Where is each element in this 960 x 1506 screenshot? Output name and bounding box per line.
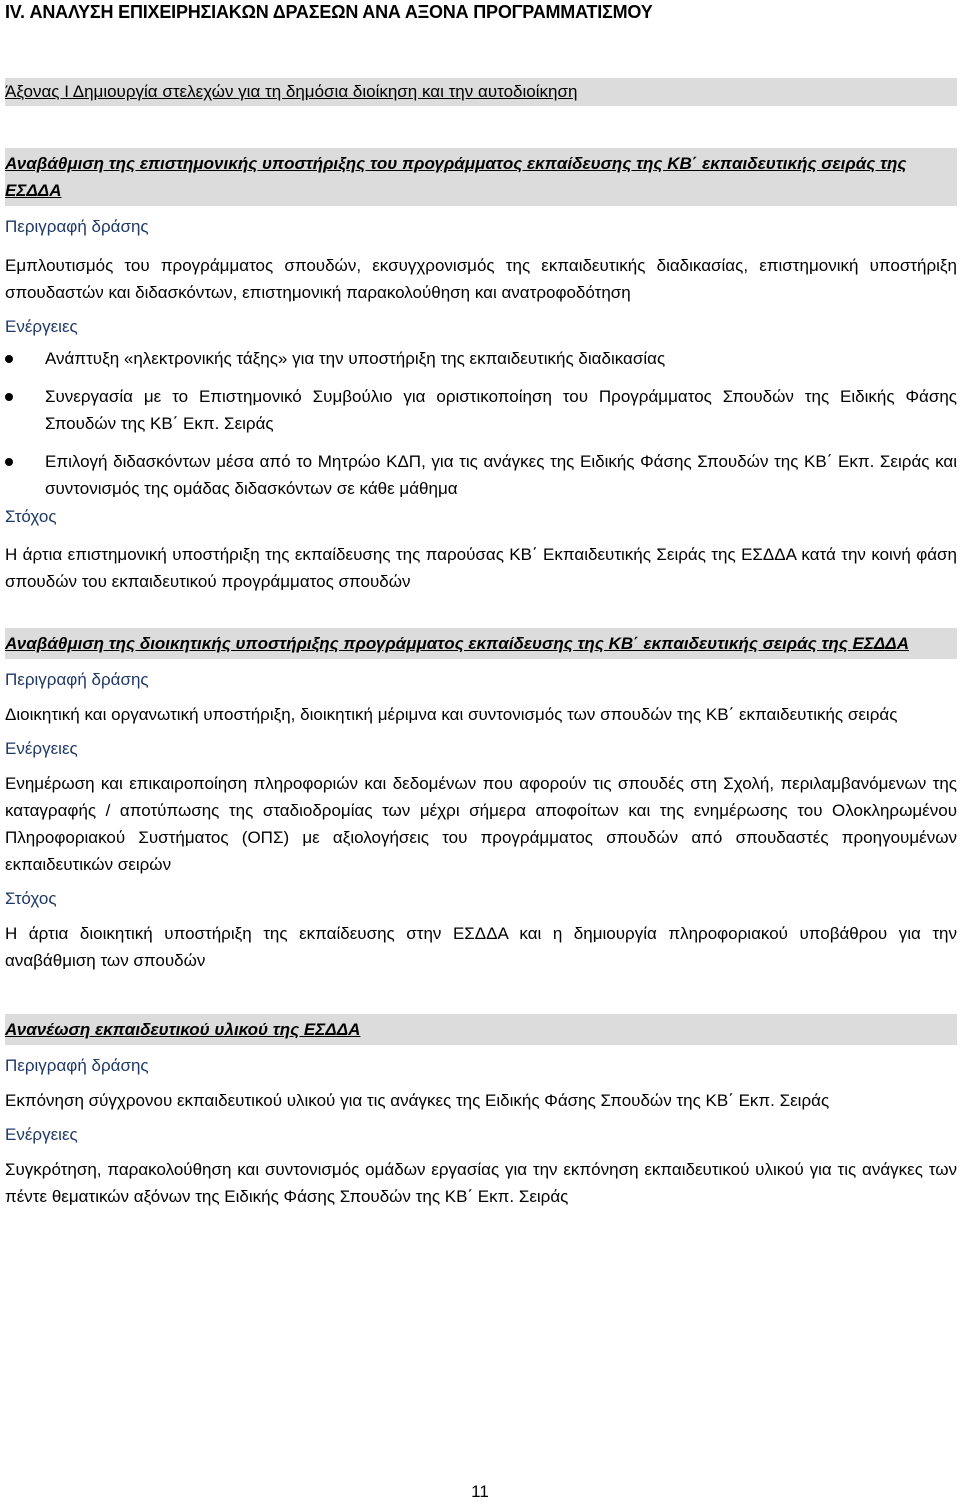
bullet-icon: [5, 355, 13, 363]
axis-heading: [5, 78, 957, 106]
actions-list: [5, 345, 957, 502]
list-item: Ανάπτυξη «ηλεκτρονικής τάξης» για την υποστήριξη της εκπαιδευτικής διαδικασίας: [5, 345, 957, 372]
bullet-icon: [5, 458, 13, 466]
actions-label: Ενέργειες: [5, 1125, 78, 1144]
actions-text: Ενημέρωση και επικαιροποίηση πληροφοριών και δεδομένων που αφορούν τις σπουδές στη Σχολή, περιλαμβανόμενων της καταγραφής / αποτύπωσης της σταδιοδρομίας των μέχρι σήμερα αποφοίτων και της ενημέρωσης του Ολοκληρωμένου Πληροφοριακού Συστήματος (ΟΠΣ) με αξιολογήσεις του προγράμματος σπουδών από σπουδαστές προηγουμένων εκπαιδευτικών σειρών: [5, 774, 957, 874]
axis-title: Άξονας Ι Δημιουργία στελεχών για τη δημόσια διοίκηση και την αυτοδιοίκηση: [5, 82, 578, 101]
description-text: Διοικητική και οργανωτική υποστήριξη, διοικητική μέριμνα και συντονισμός των σπουδών της ΚΒ΄ εκπαιδευτικής σειράς: [5, 705, 898, 724]
description-label: Περιγραφή δράσης: [5, 217, 149, 236]
goal-text: Η άρτια διοικητική υποστήριξη της εκπαίδευσης στην ΕΣΔΔΑ και η δημιουργία πληροφοριακού υποβάθρου για την αναβάθμιση των σπουδών: [5, 924, 957, 970]
section-title: Αναβάθμιση της επιστημονικής υποστήριξης του προγράμματος εκπαίδευσης της ΚΒ΄ εκπαιδευτικής σειράς της ΕΣΔΔΑ: [5, 148, 957, 206]
section-title: Αναβάθμιση της διοικητικής υποστήριξης προγράμματος εκπαίδευσης της ΚΒ΄ εκπαιδευτικής σειράς της ΕΣΔΔΑ: [5, 628, 957, 659]
list-item: Συνεργασία με το Επιστημονικό Συμβούλιο για οριστικοποίηση του Προγράμματος Σπουδών της Ειδικής Φάσης Σπουδών της ΚΒ΄ Εκπ. Σειράς: [5, 383, 957, 437]
list-item: Επιλογή διδασκόντων μέσα από το Μητρώο ΚΔΠ, για τις ανάγκες της Ειδικής Φάσης Σπουδών της ΚΒ΄ Εκπ. Σειράς και συντονισμός της ομάδας διδασκόντων σε κάθε μάθημα: [5, 448, 957, 502]
bullet-icon: [5, 393, 13, 401]
actions-text: Συγκρότηση, παρακολούθηση και συντονισμός ομάδων εργασίας για την εκπόνηση εκπαιδευτικού υλικού για τις ανάγκες των πέντε θεματικών αξόνων της Ειδικής Φάσης Σπουδών της ΚΒ΄ Εκπ. Σειράς: [5, 1160, 957, 1206]
description-label: Περιγραφή δράσης: [5, 670, 149, 689]
document-page: [5, 0, 957, 1210]
description-text: Εκπόνηση σύγχρονου εκπαιδευτικού υλικού για τις ανάγκες της Ειδικής Φάσης Σπουδών της ΚΒ΄ Εκπ. Σειράς: [5, 1091, 830, 1110]
goal-text: Η άρτια επιστημονική υποστήριξη της εκπαίδευσης της παρούσας ΚΒ΄ Εκπαιδευτικής Σειράς της ΕΣΔΔΑ κατά την κοινή φάση σπουδών του εκπαιδευτικού προγράμματος σπουδών: [5, 545, 957, 591]
goal-label: Στόχος: [5, 889, 57, 908]
description-text: Εμπλουτισμός του προγράμματος σπουδών, εκσυγχρονισμός της εκπαιδευτικής διαδικασίας, επιστημονική υποστήριξη σπουδαστών και διδασκόντων, επιστημονική παρακολούθηση και ανατροφοδότηση: [5, 256, 957, 302]
description-label: Περιγραφή δράσης: [5, 1056, 149, 1075]
page-number: 11: [471, 1482, 489, 1501]
section-administrative-support: [5, 628, 957, 974]
actions-label: Ενέργειες: [5, 317, 78, 336]
actions-label: Ενέργειες: [5, 739, 78, 758]
goal-label: Στόχος: [5, 507, 57, 526]
section-scientific-support: [5, 148, 957, 595]
section-title: Ανανέωση εκπαιδευτικού υλικού της ΕΣΔΔΑ: [5, 1014, 957, 1045]
section-educational-material: [5, 1014, 957, 1210]
chapter-title: IV. ΑΝΑΛΥΣΗ ΕΠΙΧΕΙΡΗΣΙΑΚΩΝ ΔΡΑΣΕΩΝ ΑΝΑ ΑΞΟΝΑ ΠΡΟΓΡΑΜΜΑΤΙΣΜΟΥ: [5, 2, 653, 22]
